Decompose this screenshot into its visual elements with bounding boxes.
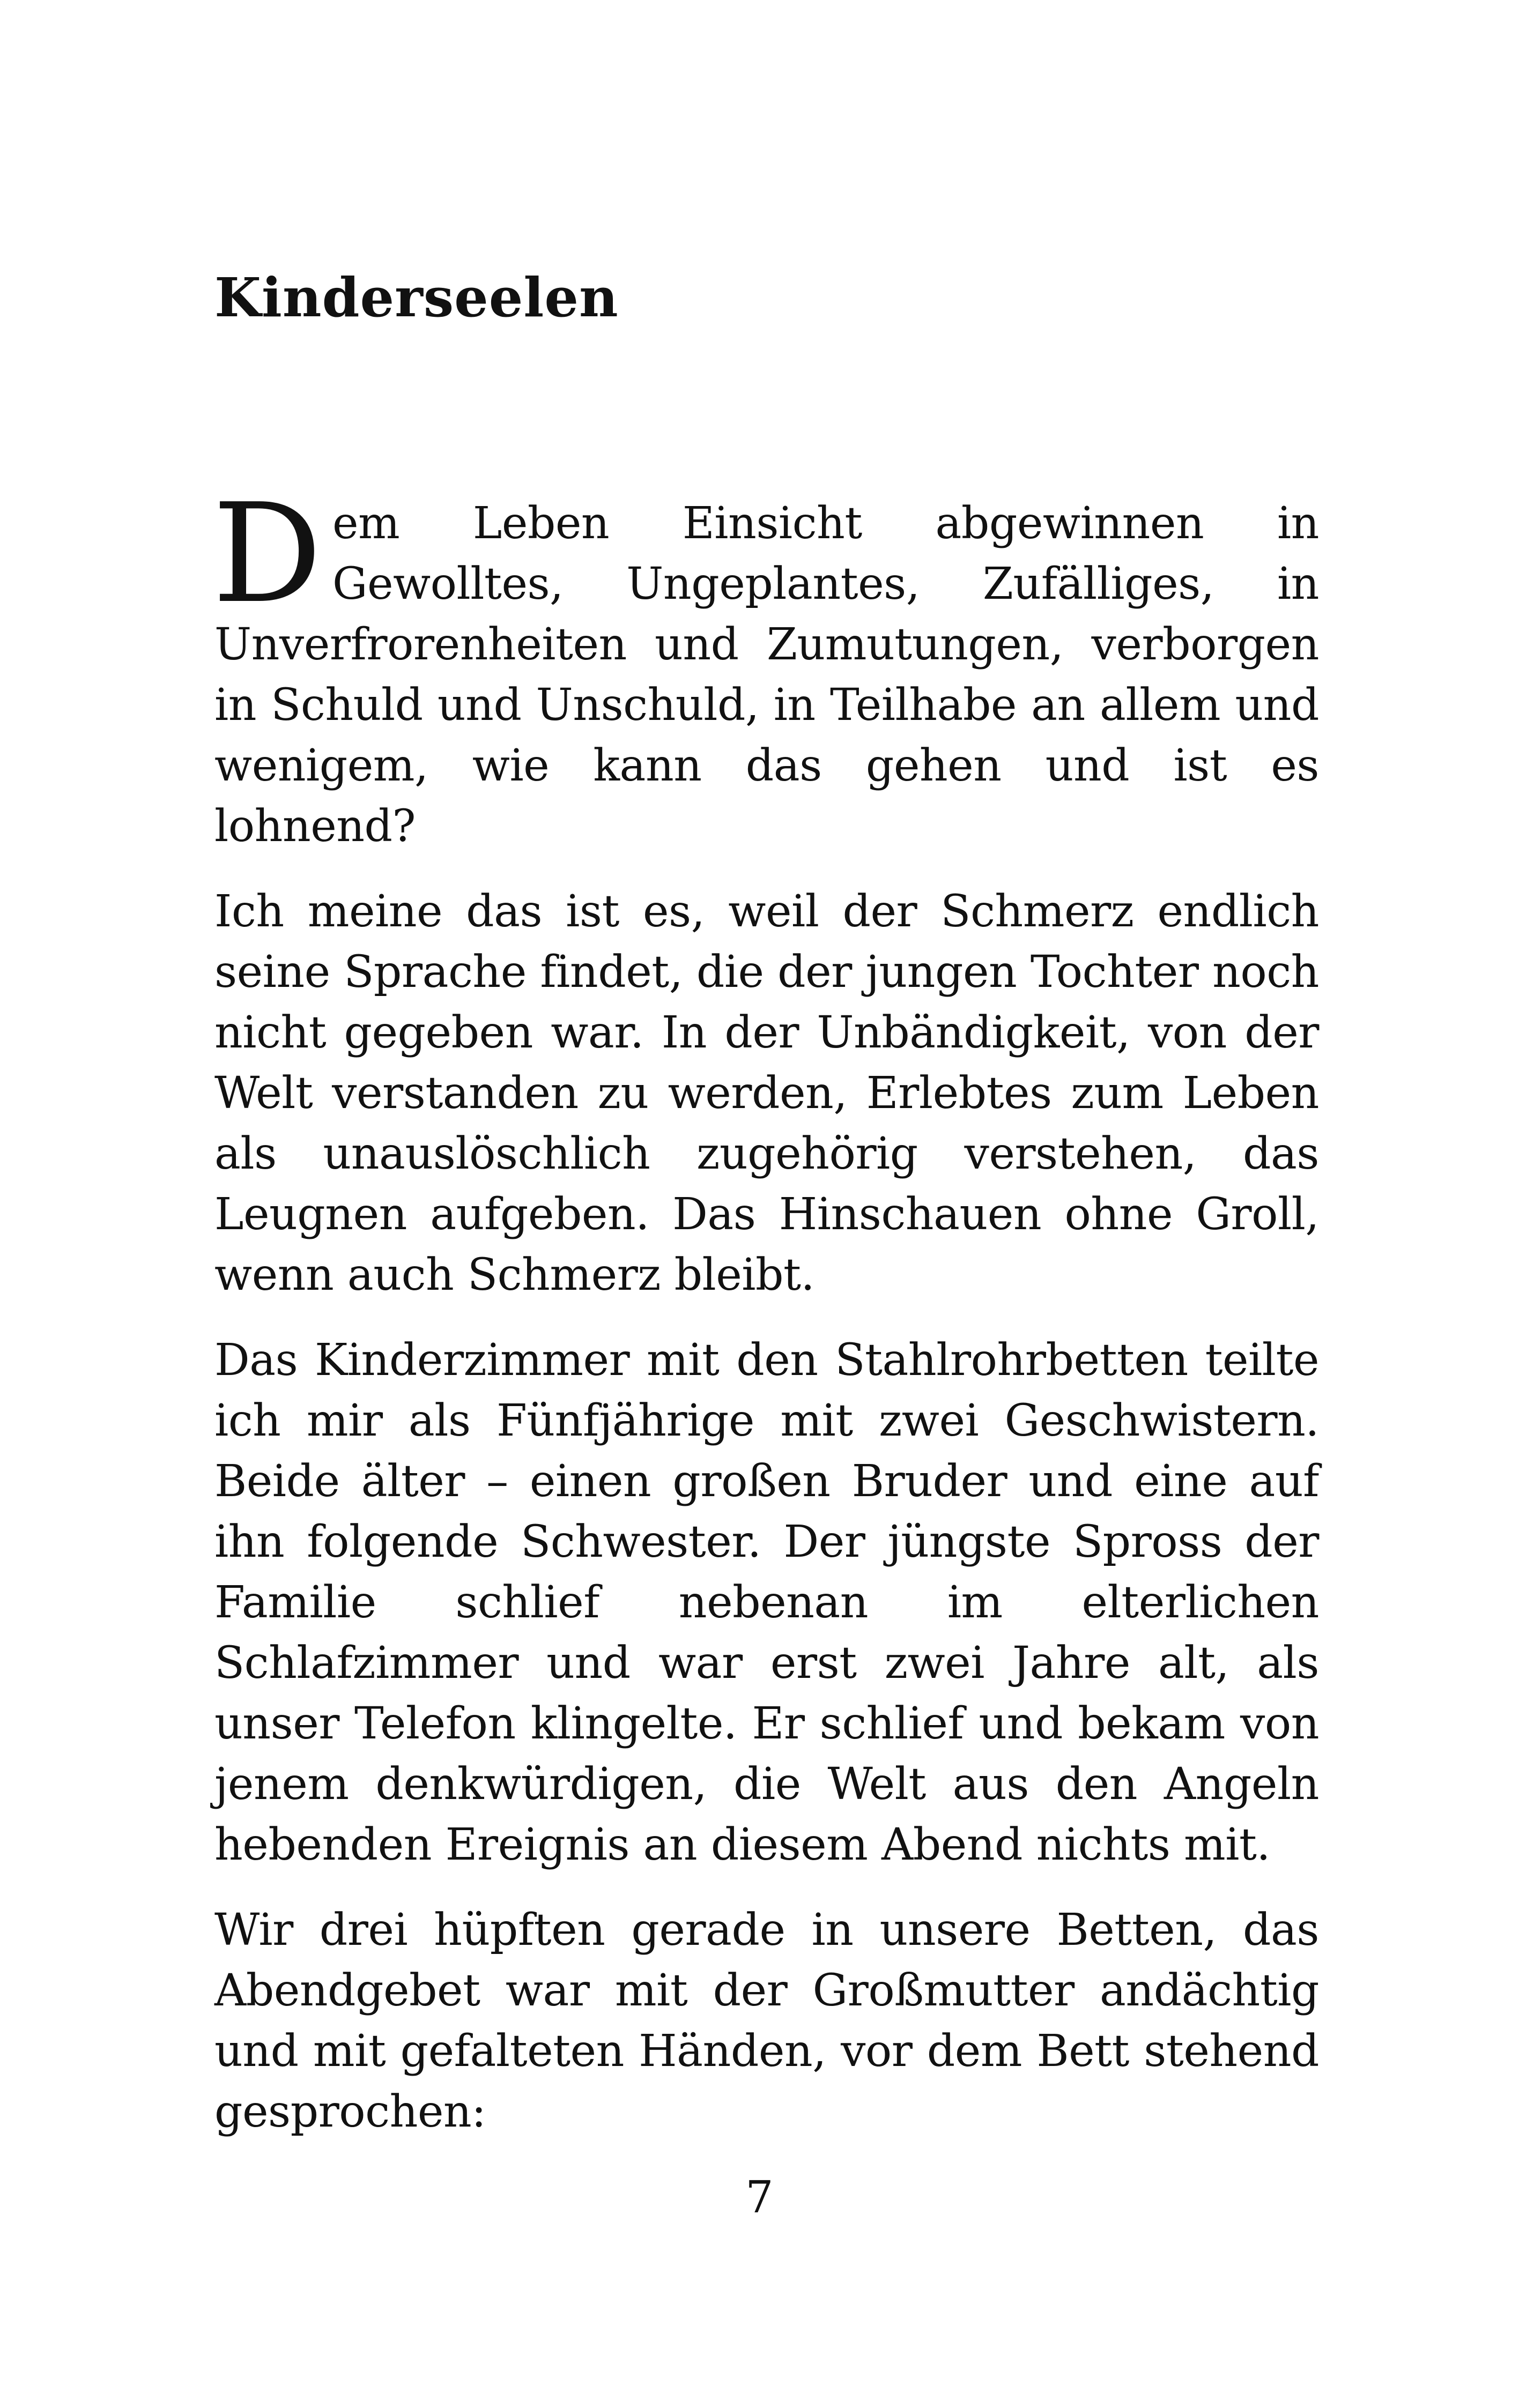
paragraph-1-text: em Leben Einsicht abgewinnen in Gewolltes, Ungeplantes, Zufälliges, in Unverfrorenheiten und Zumutungen, verborgen in Schuld und Unschuld, in Teilhabe an allem und wenigem, wie kann das gehen und ist es lohnend?	[214, 498, 1319, 852]
paragraph-1	[212, 474, 1319, 857]
paragraph-4: Wir drei hüpften gerade in unsere Betten, das Abendgebet war mit der Großmutter andächtig und mit gefalteten Händen, vor dem Bett stehend gesprochen:	[214, 1905, 1319, 2137]
chapter-title: Kinderseelen	[214, 266, 619, 329]
page-number: 7	[745, 2172, 774, 2223]
paragraph-3: Das Kinderzimmer mit den Stahlrohrbetten teilte ich mir als Fünfjährige mit zwei Geschwistern. Beide älter – einen großen Bruder und eine auf ihn folgende Schwester. Der jüngste Spross der Familie schlief nebenan im elterlichen Schlafzimmer und war erst zwei Jahre alt, als unser Telefon klingelte. Er schlief und bekam von jenem denkwürdigen, die Welt aus den Angeln hebenden Ereignis an diesem Abend nichts mit.	[214, 1335, 1319, 1870]
paragraph-2: Ich meine das ist es, weil der Schmerz endlich seine Sprache findet, die der jungen Tochter noch nicht gegeben war. In der Unbändigkeit, von der Welt verstanden zu werden, Erlebtes zum Leben als unauslöschlich zugehörig verstehen, das Leugnen aufgeben. Das Hinschauen ohne Groll, wenn auch Schmerz bleibt.	[214, 886, 1319, 1300]
body-text	[212, 474, 1319, 2167]
drop-cap-initial: D	[212, 474, 322, 634]
